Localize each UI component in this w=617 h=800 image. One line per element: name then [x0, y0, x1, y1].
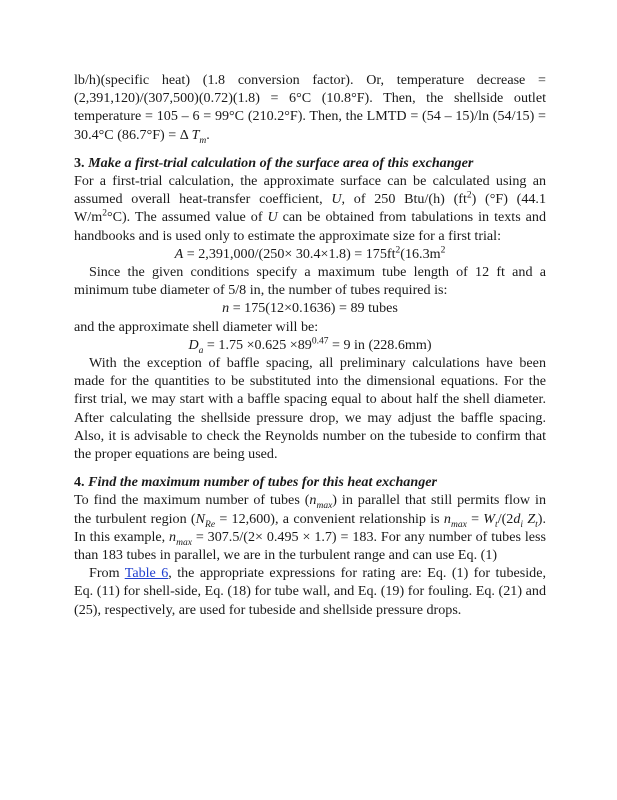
section-4-paragraph-1: To find the maximum number of tubes $(n_{max})$ in parallel that still permits flow in the turbulent region $(N_{Re} = 12,600)$, a convenient relationship is $n_{max} = W_t/(2d_i$ $Z_t$). In this example, $n_{max} = 307.5/(2\times 0.495 \times 1.7) = 183$. For any number of tubes less than 183 tubes in parallel, we are in the turbulent range and can use Eq. (1): [74, 492, 547, 564]
table-6-link[interactable]: Table 6: [124, 565, 169, 582]
section-3-heading: 3. Make a first-trial calculation of the surface area of this exchanger: [74, 154, 474, 171]
equation-tube-count: n = 175(12×0.1636) = 89 tubes: [222, 300, 398, 317]
equation-surface-area: $A = 2,391,000/(250\times 30.4\times 1.8) = 175ft^2(16.3m^2$: [174, 245, 446, 262]
section-3-paragraph-3: and the approximate shell diameter will be:: [74, 318, 319, 335]
section-3-paragraph-4: With the exception of baffle spacing, all preliminary calculations have been made for the quantities to be substituted into the dimensional equations. For the first trial, we may start with a baffle spacing equal to about half the shell diameter. After calculating the shellside pressure drop, we may adjust the baffle spacing. Also, it is advisable to check the Reynolds number on the tubeside to confirm that the proper equations are being used.: [74, 355, 546, 463]
intro-paragraph: lb/h)(specific heat) (1.8 conversion factor). Or, temperature decrease = (2,391,120)/(307,500)(0.72)(1.8) = 6°C (10.8°F). Then, the shellside outlet temperature = 105 – 6 = 99°C (210.2°F). Then, the LMTD = (54 – 15)/ln (54/15) = 30.4°C (86.7°F) = Δ $T_m$.: [74, 72, 546, 146]
section-4-heading: 4. Find the maximum number of tubes for this heat exchanger: [74, 474, 437, 491]
section-3-paragraph-2: Since the given conditions specify a maximum tube length of 12 ft and a minimum tube diameter of 5/8 in, the number of tubes required is:: [74, 264, 546, 299]
section-3-paragraph-1: For a first-trial calculation, the approximate surface can be calculated using an assumed overall heat-transfer coefficient, U, of 250 Btu/(h) $(ft^2)$ (°F) (44.1 $W/m^2^\circ C$). The assumed value of U can be obtained from tabulations in texts and handbooks and is used only to estimate the approximate size for a first trial:: [74, 173, 547, 244]
page-content: [74, 71, 546, 619]
section-4-paragraph-2: From Table 6, the appropriate expressions for rating are: Eq. (1) for tubeside, Eq. (11) for shell-side, Eq. (18) for tube wall, and Eq. (19) for fouling. Eq. (21) and (25), respectively, are used for tubeside and shellside pressure drops.: [74, 565, 547, 618]
equation-shell-diameter: $D_a = 1.75 \times 0.625 \times 89^{0.47} = 9$ in (228.6mm): [188, 336, 432, 356]
